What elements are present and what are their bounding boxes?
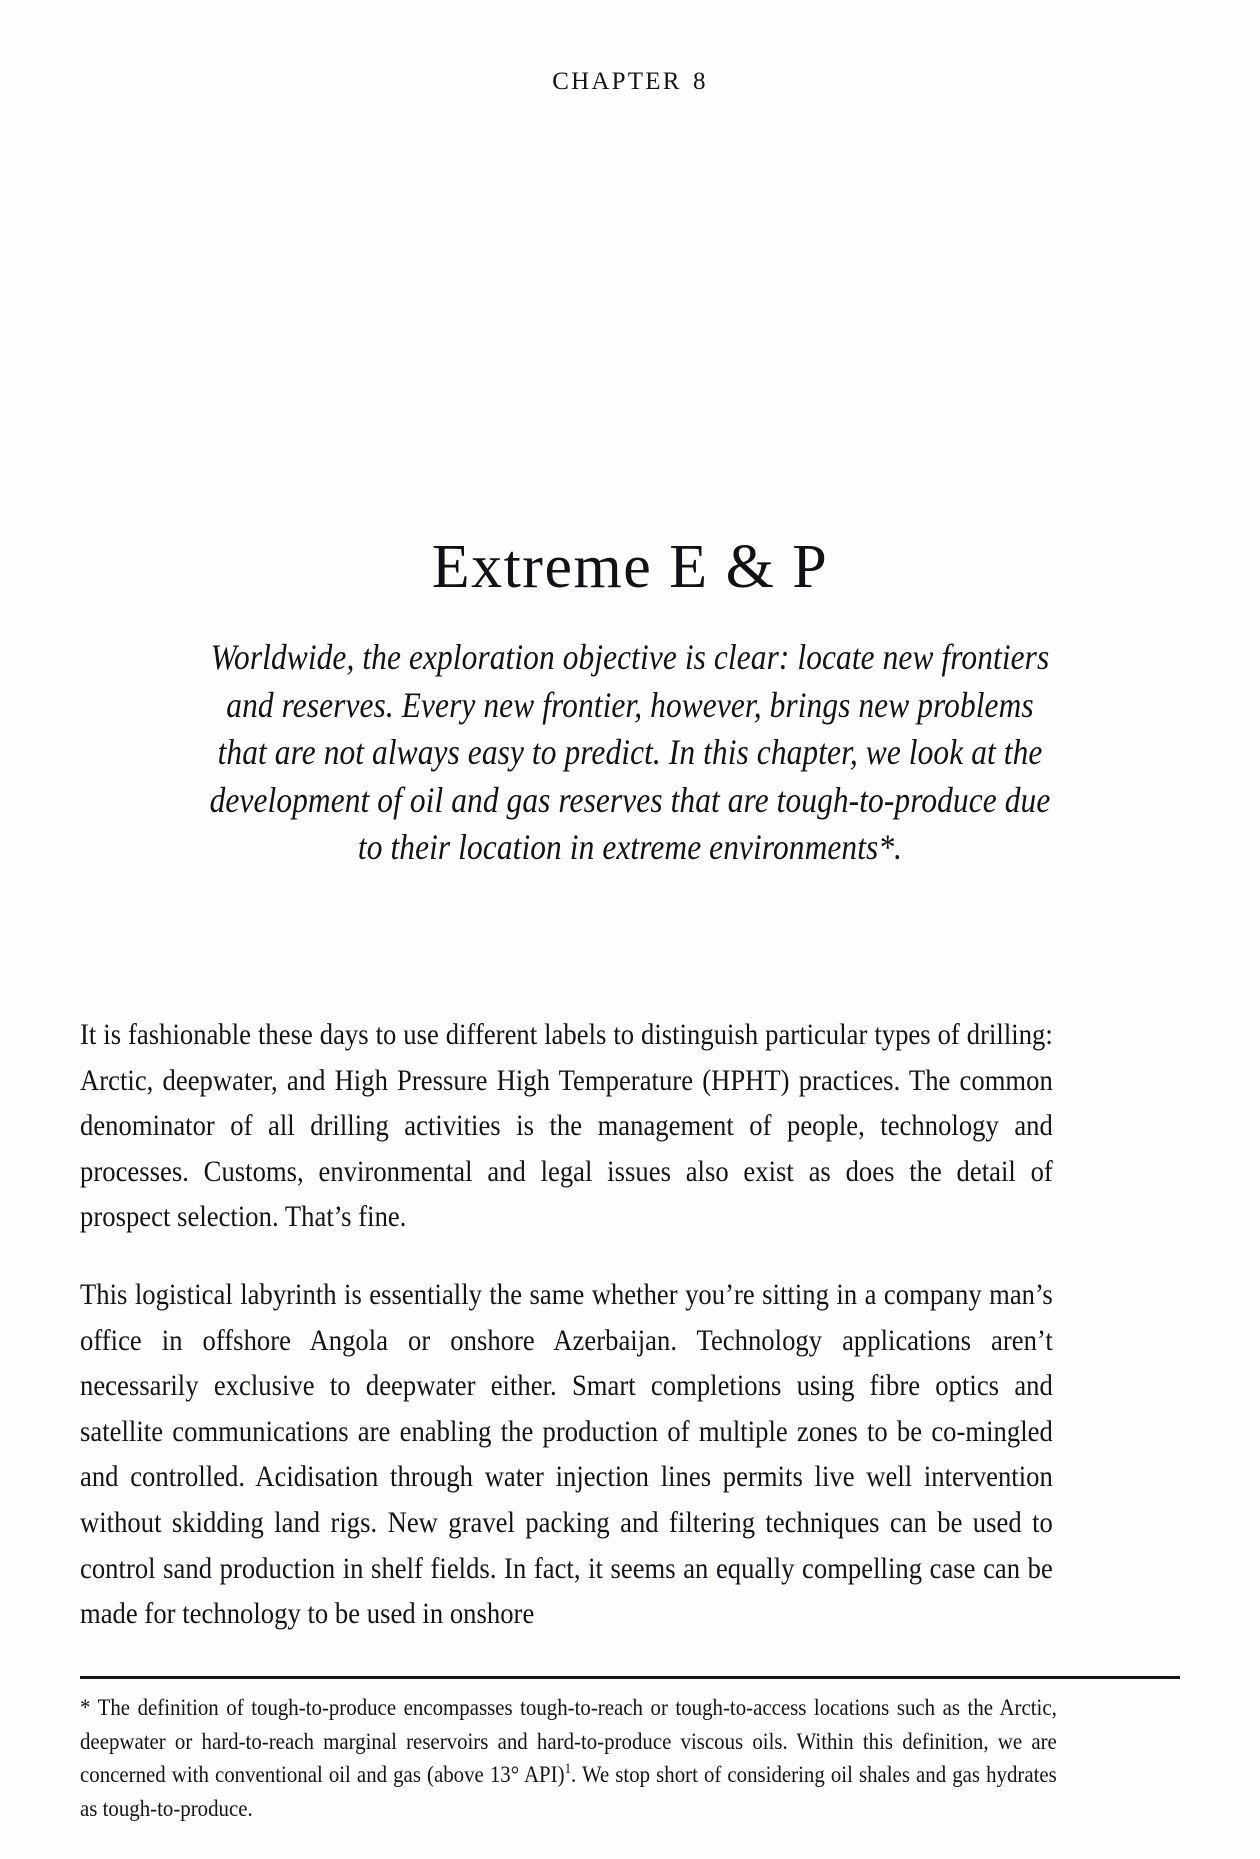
epigraph-line: development of oil and gas reserves that are tough-to-produce due xyxy=(209,779,1051,820)
footnote-marker: * xyxy=(80,1695,91,1721)
body-text xyxy=(80,1012,1178,1637)
body-paragraph: This logistical labyrinth is essentially the same whether you’re sitting in a company man’s office in offshore Angola or onshore Azerbaijan. Technology applications aren’t necessarily exclusive to deepwater either. Smart completions using fibre optics and satellite communications are enabling the production of multiple zones to be co-mingled and controlled. Acidisation through water injection lines permits live well intervention without skidding land rigs. New gravel packing and filtering techniques can be used to control sand production in shelf fields. In fact, it seems an equally compelling case can be made for technology to be used in onshore xyxy=(80,1277,1053,1631)
epigraph-line: and reserves. Every new frontier, however, brings new problems xyxy=(226,684,1034,725)
footnote-text-part-1: The definition of tough-to-produce encompasses tough-to-reach or tough-to-access locations such as the Arctic, deepwater or hard-to-reach marginal reservoirs and hard-to-produce viscous oils. Within this definition, we are concerned with conventional oil and gas (above 13° API) xyxy=(80,1695,1057,1788)
epigraph-line: to their location in extreme environments*. xyxy=(357,827,903,867)
running-head: CHAPTER 8 xyxy=(552,68,708,95)
footnote-superscript: 1 xyxy=(564,1761,572,1778)
footnote-divider xyxy=(80,1676,1180,1679)
epigraph-line: that are not always easy to predict. In this chapter, we look at the xyxy=(217,732,1043,772)
chapter-title: Extreme E & P xyxy=(431,533,829,601)
epigraph xyxy=(177,634,1083,872)
footnote-text-part-2: . We stop short of considering oil shales and gas hydrates as tough-to-produce. xyxy=(80,1762,1057,1822)
footnote xyxy=(80,1692,1057,1826)
body-paragraph: It is fashionable these days to use different labels to distinguish particular types of drilling: Arctic, deepwater, and High Pressure High Temperature (HPHT) practices. The common denominator of all drilling activities is the management of people, technology and processes. Customs, environmental and legal issues also exist as does the detail of prospect selection. That’s fine. xyxy=(80,1018,1053,1234)
epigraph-line: Worldwide, the exploration objective is clear: locate new frontiers xyxy=(210,637,1050,677)
